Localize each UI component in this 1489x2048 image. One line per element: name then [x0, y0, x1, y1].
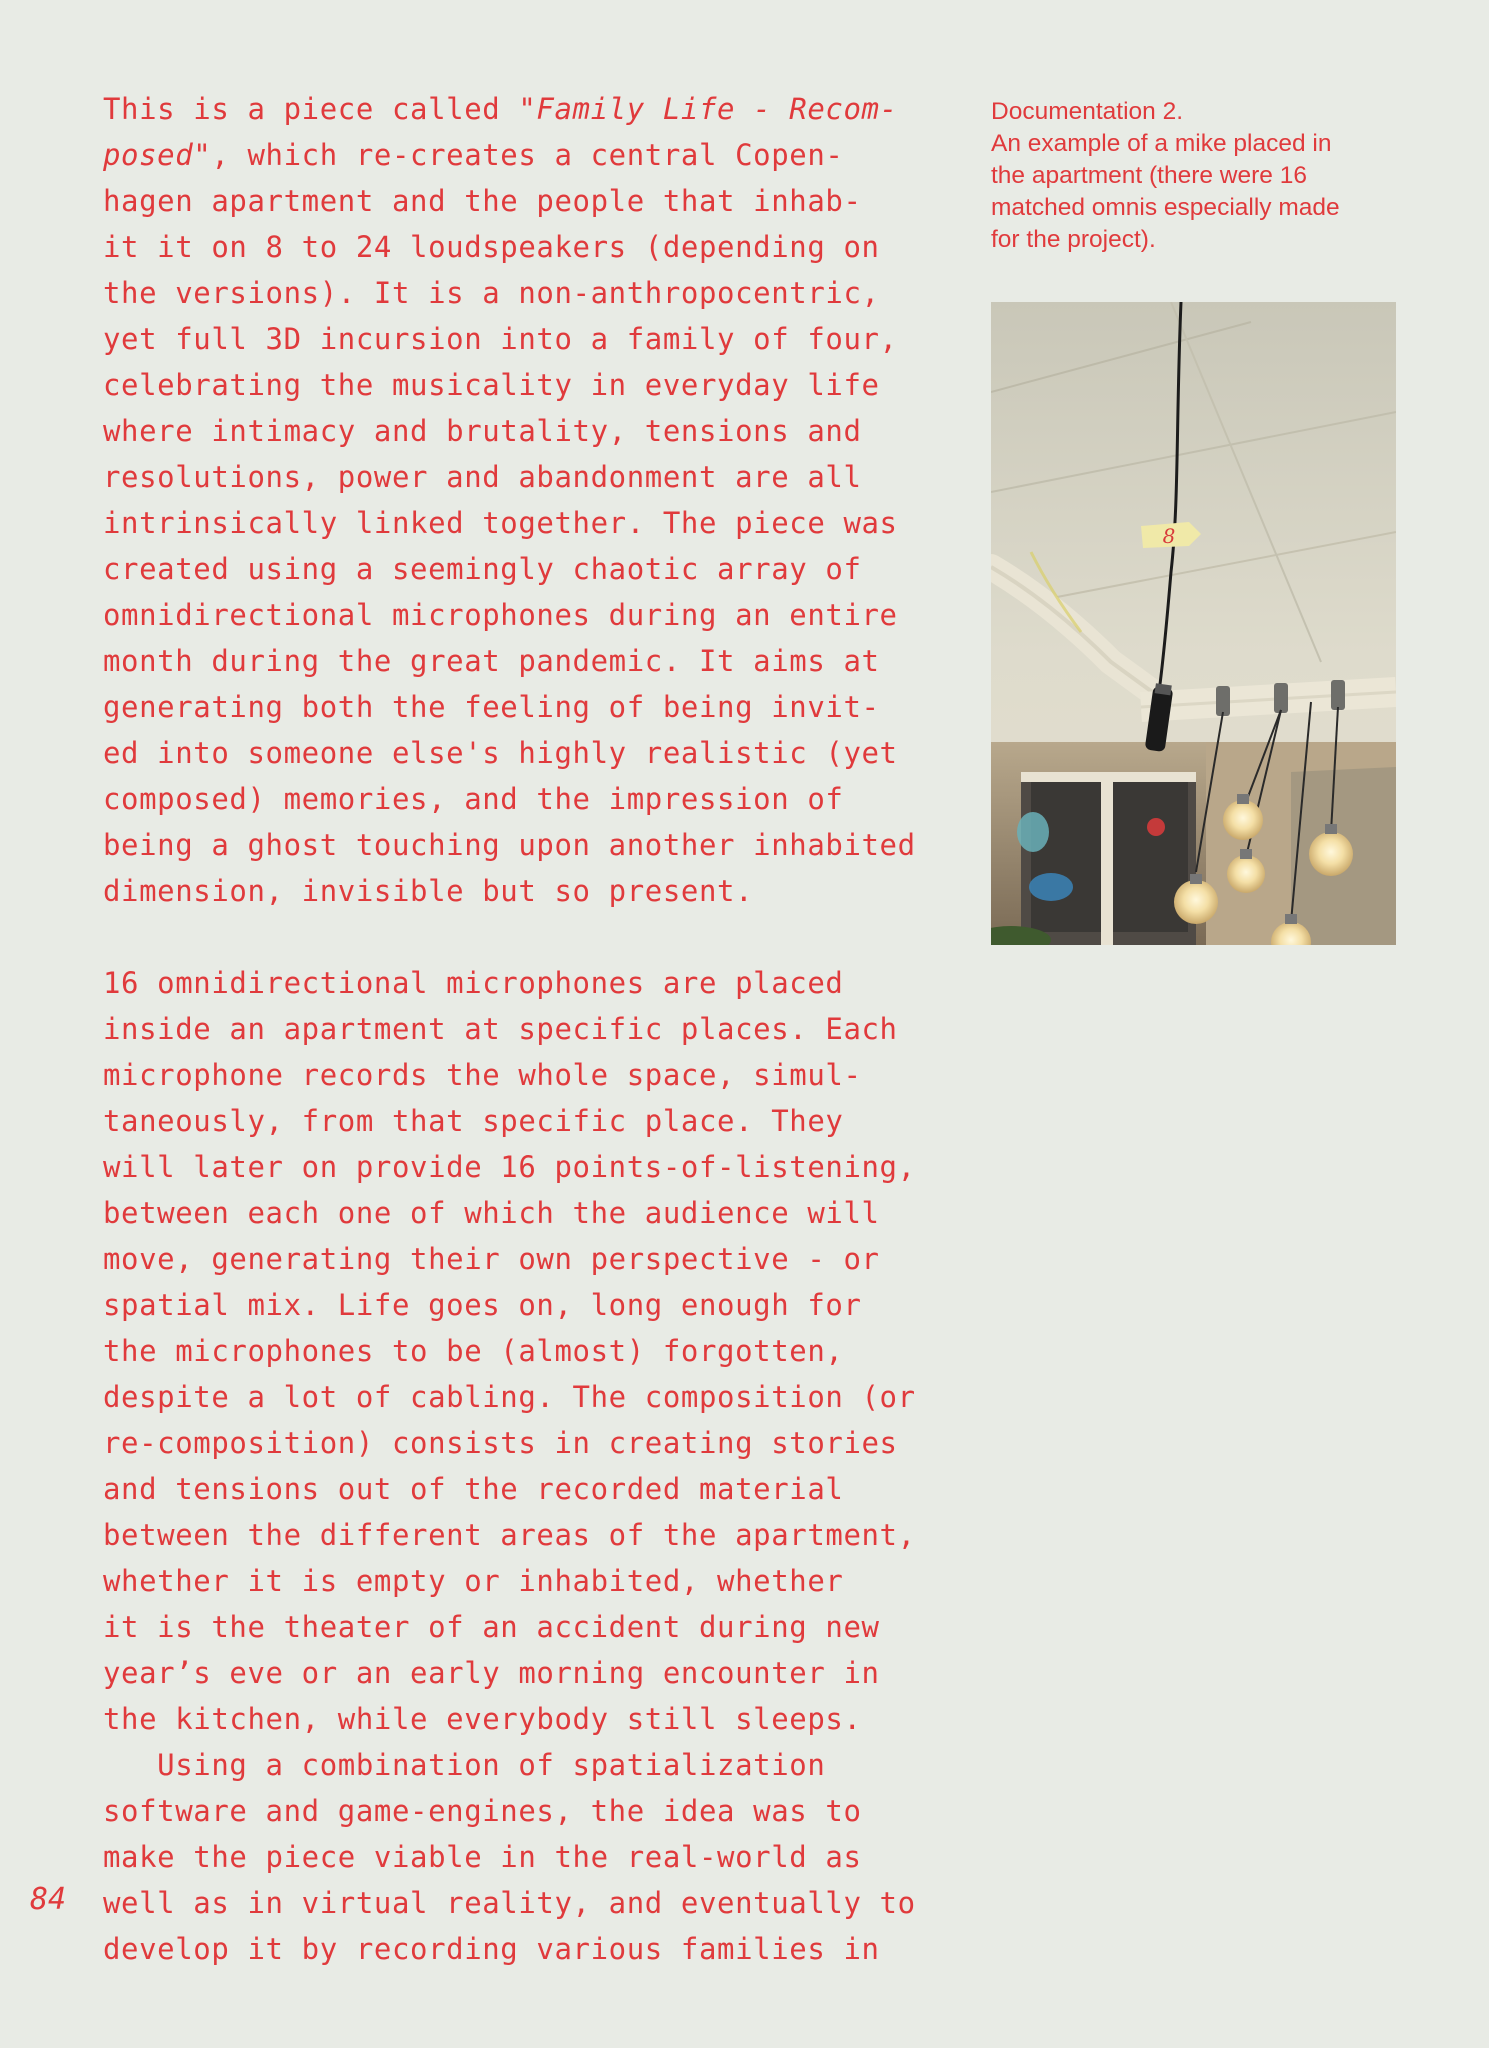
- light-bulb: [1223, 800, 1263, 840]
- text-span: This is a piece called: [103, 92, 519, 126]
- text-line: month during the great pandemic. It aims at: [103, 644, 880, 678]
- text-line: re-composition) consists in creating stories: [103, 1426, 898, 1460]
- text-line: omnidirectional microphones during an entire: [103, 598, 898, 632]
- text-line: composed) memories, and the impression of: [103, 782, 844, 816]
- text-line: Using a combination of spatialization: [103, 1748, 826, 1782]
- text-line: year’s eve or an early morning encounter in: [103, 1656, 880, 1690]
- text-line: intrinsically linked together. The piece was: [103, 506, 898, 540]
- text-line: it it on 8 to 24 loudspeakers (depending on: [103, 230, 880, 264]
- text-line: make the piece viable in the real-world as: [103, 1840, 862, 1874]
- light-bulb: [1309, 832, 1353, 876]
- text-line: resolutions, power and abandonment are all: [103, 460, 862, 494]
- text-line: where intimacy and brutality, tensions and: [103, 414, 862, 448]
- caption-line: matched omnis especially made: [991, 194, 1340, 221]
- page-number: 84: [30, 1882, 67, 1917]
- text-line: microphone records the whole space, simul-: [103, 1058, 862, 1092]
- light-bulb: [1227, 855, 1265, 893]
- text-line: it is the theater of an accident during new: [103, 1610, 880, 1644]
- paragraph-gap: [103, 914, 963, 960]
- text-line: software and game-engines, the idea was to: [103, 1794, 862, 1828]
- text-line: spatial mix. Life goes on, long enough for: [103, 1288, 862, 1322]
- text-line: yet full 3D incursion into a family of four,: [103, 322, 898, 356]
- documentation-photo: [991, 302, 1396, 945]
- caption-line: Documentation 2.: [991, 98, 1184, 125]
- text-line: the kitchen, while everybody still sleeps.: [103, 1702, 862, 1736]
- text-line: taneously, from that specific place. They: [103, 1104, 844, 1138]
- title-italic: posed": [103, 138, 212, 172]
- text-line: despite a lot of cabling. The composition (or: [103, 1380, 916, 1414]
- text-line: ed into someone else's highly realistic (yet: [103, 736, 898, 770]
- text-line: generating both the feeling of being invit-: [103, 690, 880, 724]
- microphone-photo-illustration: [991, 302, 1396, 945]
- caption-line: for the project).: [991, 226, 1156, 253]
- text-line: and tensions out of the recorded material: [103, 1472, 844, 1506]
- light-bulb: [1174, 880, 1218, 924]
- text-line: develop it by recording various families in: [103, 1932, 880, 1966]
- text-line: created using a seemingly chaotic array of: [103, 552, 862, 586]
- text-line: [103, 86, 963, 132]
- text-line: the versions). It is a non-anthropocentric,: [103, 276, 880, 310]
- text-line: move, generating their own perspective - or: [103, 1242, 880, 1276]
- text-line: whether it is empty or inhabited, whether: [103, 1564, 844, 1598]
- text-line: dimension, invisible but so present.: [103, 874, 754, 908]
- photo-caption: [991, 96, 1411, 256]
- text-line: being a ghost touching upon another inhabited: [103, 828, 916, 862]
- title-italic: "Family Life - Recom-: [518, 92, 898, 126]
- text-line: celebrating the musicality in everyday life: [103, 368, 880, 402]
- text-line: between the different areas of the apartment,: [103, 1518, 916, 1552]
- caption-line: the apartment (there were 16: [991, 162, 1307, 189]
- text-line: [103, 132, 963, 178]
- body-text: [103, 86, 963, 1972]
- text-span: , which re-creates a central Copen-: [211, 138, 844, 172]
- text-line: inside an apartment at specific places. Each: [103, 1012, 898, 1046]
- text-line: the microphones to be (almost) forgotten,: [103, 1334, 844, 1368]
- text-line: well as in virtual reality, and eventually to: [103, 1886, 916, 1920]
- text-line: 16 omnidirectional microphones are placed: [103, 966, 844, 1000]
- text-line: hagen apartment and the people that inhab-: [103, 184, 862, 218]
- tag-label: 8: [1162, 524, 1176, 548]
- caption-line: An example of a mike placed in: [991, 130, 1332, 157]
- text-line: between each one of which the audience will: [103, 1196, 880, 1230]
- text-line: will later on provide 16 points-of-listening,: [103, 1150, 916, 1184]
